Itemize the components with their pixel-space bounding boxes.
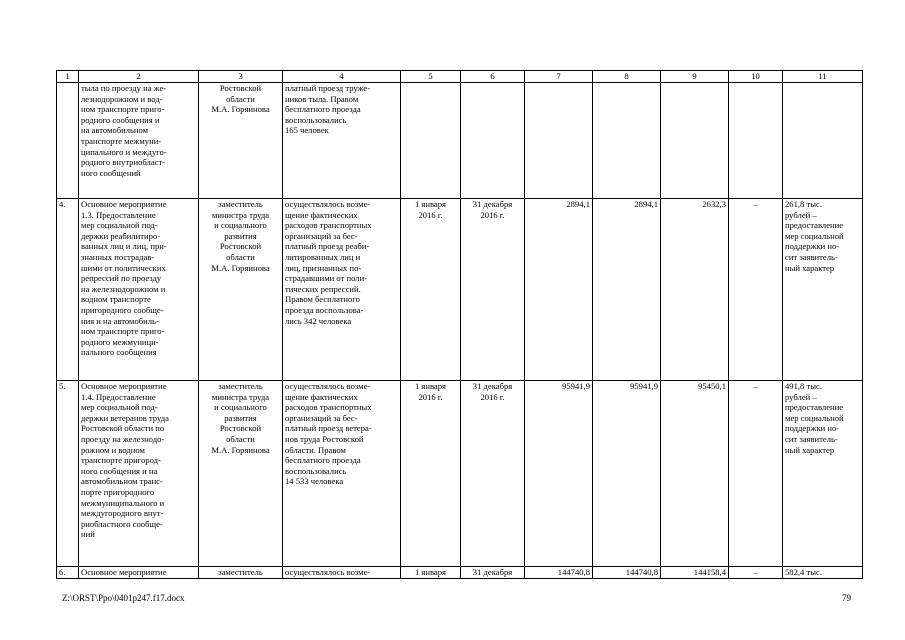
footer-file-path: Z:\ORST\Ppo\0401p247.f17.docx xyxy=(62,593,185,603)
table-row xyxy=(57,567,863,579)
value-cell xyxy=(729,83,783,199)
value-cell: – xyxy=(729,567,783,579)
column-header: 8 xyxy=(593,71,661,83)
result-cell: осуществлялось возме- xyxy=(283,567,401,579)
executor-cell: Ростовской области М.А. Горяинова xyxy=(199,83,283,199)
value-cell: 144740,8 xyxy=(525,567,593,579)
result-cell: осуществлялось возме- щение фактических расходов транспортных организаций за бес- платный проезд ветера- нов труда Ростовской области. Правом бесплатного проезда воспользовались 14 533 человека xyxy=(283,381,401,567)
end-date-cell: 31 декабря 2016 г. xyxy=(461,199,525,381)
column-header: 2 xyxy=(79,71,199,83)
executor-cell: заместитель xyxy=(199,567,283,579)
column-header: 3 xyxy=(199,71,283,83)
column-header: 9 xyxy=(661,71,729,83)
report-table xyxy=(56,70,863,579)
column-header: 1 xyxy=(57,71,79,83)
value-cell: – xyxy=(729,381,783,567)
row-number: 6. xyxy=(57,567,79,579)
column-number-row xyxy=(57,71,863,83)
value-cell: 95941,9 xyxy=(593,381,661,567)
value-cell: 2894,1 xyxy=(593,199,661,381)
table-row xyxy=(57,381,863,567)
end-date-cell: 31 декабря xyxy=(461,567,525,579)
value-cell: – xyxy=(729,199,783,381)
column-header: 10 xyxy=(729,71,783,83)
start-date-cell xyxy=(401,83,461,199)
result-cell: осуществлялось возме- щение фактических расходов транспортных организаций за бес- платный проезд реаби- литированных лиц и лиц, признанных по- страдавшими от поли- тических репрессий. Правом бесплатного проезда воспользова- лись 342 человека xyxy=(283,199,401,381)
value-cell: 144158,4 xyxy=(661,567,729,579)
result-cell: платный проезд труже- ников тыла. Правом бесплатного проезда воспользовались 165 человек xyxy=(283,83,401,199)
note-cell xyxy=(783,83,863,199)
note-cell: 491,8 тыс. рублей – предоставление мер социальной поддержки но- сит заявитель- ный характер xyxy=(783,381,863,567)
end-date-cell: 31 декабря 2016 г. xyxy=(461,381,525,567)
value-cell: 2894,1 xyxy=(525,199,593,381)
executor-cell: заместитель министра труда и социального развития Ростовской области М.А. Горяинова xyxy=(199,381,283,567)
event-cell: Основное мероприятие xyxy=(79,567,199,579)
row-number xyxy=(57,83,79,199)
executor-cell: заместитель министра труда и социального развития Ростовской области М.А. Горяинова xyxy=(199,199,283,381)
value-cell xyxy=(661,83,729,199)
column-header: 4 xyxy=(283,71,401,83)
event-cell: тыла по проезду на же- лезнодорожном и вод- ном транспорте приго- родного сообщения и на автомобильном транспорте межмуни- ципального и междуго- родного внутриобласт- ного сообщений xyxy=(79,83,199,199)
event-cell: Основное мероприятие 1.4. Предоставление мер социальной под- держки ветеранов труда Ростовской области по проезду на железнодо- рожном и водном транспорте пригород- ного сообщения и на автомобильном транс- порте пригородного межмуниципального и междугородного внут- риобластного сообще- ний xyxy=(79,381,199,567)
value-cell: 2632,3 xyxy=(661,199,729,381)
value-cell: 95450,1 xyxy=(661,381,729,567)
page-number: 79 xyxy=(842,593,851,603)
row-number: 4. xyxy=(57,199,79,381)
note-cell: 261,8 тыс. рублей – предоставление мер социальной поддержки но- сит заявитель- ный характер xyxy=(783,199,863,381)
column-header: 7 xyxy=(525,71,593,83)
table-row xyxy=(57,83,863,199)
value-cell xyxy=(593,83,661,199)
end-date-cell xyxy=(461,83,525,199)
table-row xyxy=(57,199,863,381)
value-cell: 95941,9 xyxy=(525,381,593,567)
note-cell: 582,4 тыс. xyxy=(783,567,863,579)
start-date-cell: 1 января 2016 г. xyxy=(401,199,461,381)
column-header: 11 xyxy=(783,71,863,83)
value-cell: 144740,8 xyxy=(593,567,661,579)
value-cell xyxy=(525,83,593,199)
event-cell: Основное мероприятие 1.3. Предоставление мер социальной под- держки реабилитиро- ванных лиц и лиц, при- знанных пострадав- шими от политических репрессий по проезду на железнодорожном и водном транспорте пригородного сообще- ния и на автомобиль- ном транспорте приго- родного межмуници- пального сообщения xyxy=(79,199,199,381)
start-date-cell: 1 января xyxy=(401,567,461,579)
column-header: 5 xyxy=(401,71,461,83)
column-header: 6 xyxy=(461,71,525,83)
start-date-cell: 1 января 2016 г. xyxy=(401,381,461,567)
row-number: 5. xyxy=(57,381,79,567)
